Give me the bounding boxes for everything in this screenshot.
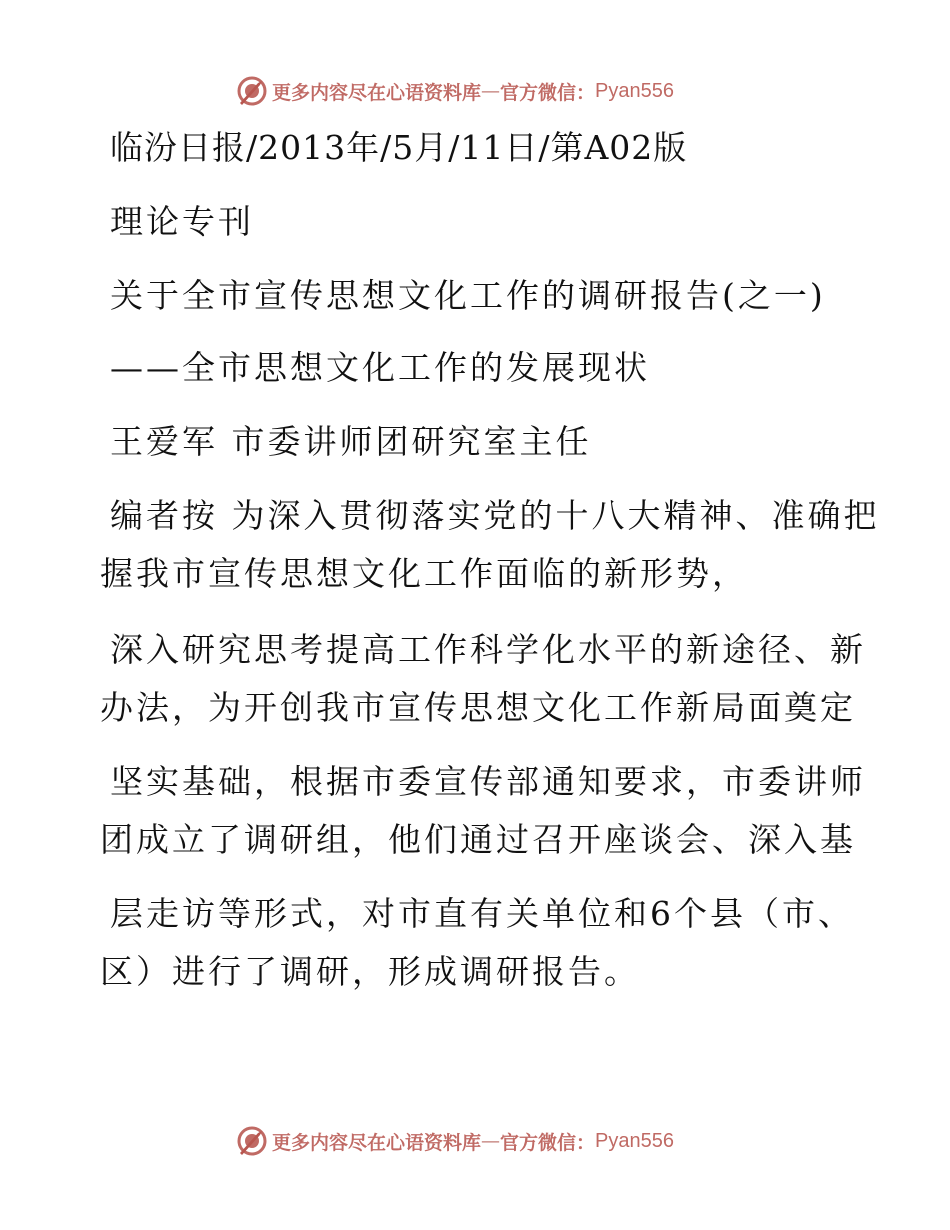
watermark-label: 官方微信：: [500, 1131, 596, 1154]
footer-watermark: [236, 1124, 674, 1158]
source-line: 临汾日报/2013年/5月/11日/第A02版: [110, 128, 688, 167]
watermark-id: Pyan556: [595, 79, 674, 102]
editor-note-line: 层走访等形式，对市直有关单位和6个县（市、: [110, 894, 854, 933]
editor-note-line: 团成立了调研组，他们通过召开座谈会、深入基: [100, 820, 856, 859]
editor-note-line: 握我市宣传思想文化工作面临的新形势，: [100, 554, 748, 593]
editor-note-line: 编者按 为深入贯彻落实党的十八大精神、准确把: [110, 496, 880, 535]
watermark-id: Pyan556: [595, 1129, 674, 1152]
editor-note-line: 办法，为开创我市宣传思想文化工作新局面奠定: [100, 688, 856, 727]
header-watermark: [236, 74, 674, 108]
column-name: 理论专刊: [110, 202, 254, 241]
editor-note-line: 深入研究思考提高工作科学化水平的新途径、新: [110, 630, 866, 669]
watermark-separator: —: [481, 1130, 501, 1152]
watermark-separator: —: [481, 80, 501, 102]
watermark-brand: 更多内容尽在心语资料库: [272, 1131, 482, 1154]
watermark-brand: 更多内容尽在心语资料库: [272, 81, 482, 104]
editor-note-line: 区）进行了调研，形成调研报告。: [100, 952, 640, 991]
author-line: 王爱军 市委讲师团研究室主任: [110, 422, 592, 461]
article-subtitle: ——全市思想文化工作的发展现状: [110, 348, 650, 387]
watermark-label: 官方微信：: [500, 81, 596, 104]
quill-pen-logo-icon: [236, 1125, 268, 1157]
editor-note-line: 坚实基础，根据市委宣传部通知要求，市委讲师: [110, 762, 866, 801]
article-title: 关于全市宣传思想文化工作的调研报告(之一): [110, 276, 826, 315]
quill-pen-logo-icon: [236, 75, 268, 107]
